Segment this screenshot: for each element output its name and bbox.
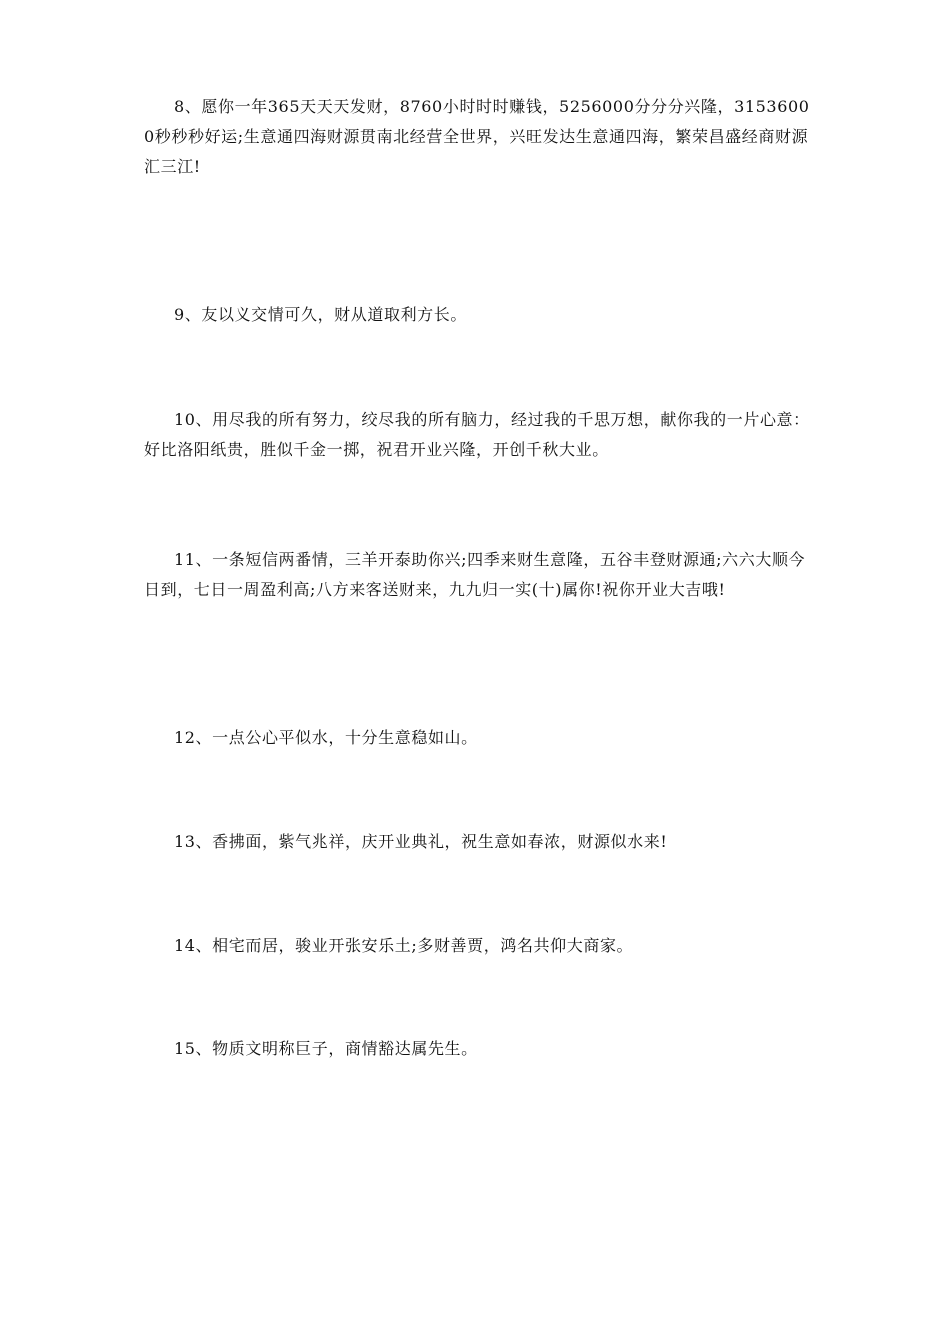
- paragraph-11: 11、一条短信两番情，三羊开泰助你兴;四季来财生意隆，五谷丰登财源通;六六大顺今日到，七日一周盈利高;八方来客送财来，九九归一实(十)属你!祝你开业大吉哦!: [144, 550, 806, 599]
- paragraph-13: 13、香拂面，紫气兆祥，庆开业典礼，祝生意如春浓，财源似水来!: [174, 832, 668, 851]
- paragraph-12: 12、一点公心平似水，十分生意稳如山。: [174, 728, 478, 747]
- paragraph-10: 10、用尽我的所有努力，绞尽我的所有脑力，经过我的千思万想，献你我的一片心意：好比洛阳纸贵，胜似千金一掷，祝君开业兴隆，开创千秋大业。: [144, 410, 810, 459]
- paragraph-8: 8、愿你一年365天天天发财，8760小时时时赚钱，5256000分分分兴隆，31536000秒秒秒好运;生意通四海财源贯南北经营全世界，兴旺发达生意通四海，繁荣昌盛经商财源汇三江!: [144, 97, 810, 176]
- paragraph-14: 14、相宅而居，骏业开张安乐土;多财善贾，鸿名共仰大商家。: [174, 936, 634, 955]
- paragraph-15: 15、物质文明称巨子，商情豁达属先生。: [174, 1039, 478, 1058]
- paragraph-9: 9、友以义交情可久，财从道取利方长。: [174, 305, 467, 324]
